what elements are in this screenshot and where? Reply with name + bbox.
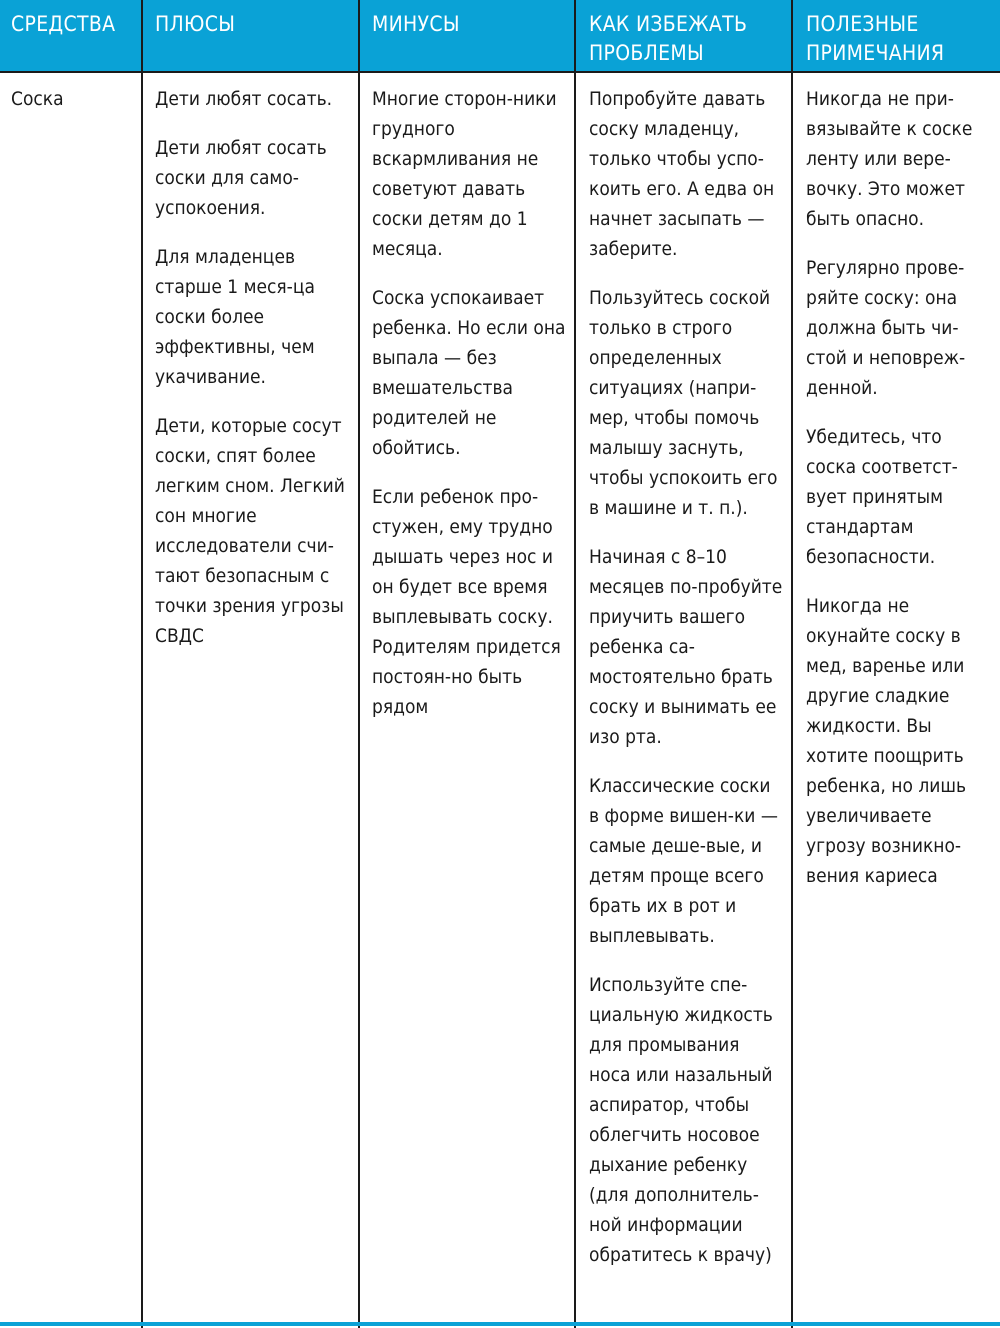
- notes-paragraph: Никогда не окунайте соску в мед, варенье или другие сладкие жидкости. Вы хотите поощрить ребенка, но лишь увеличиваете угрозу возникно-вения кариеса: [806, 595, 967, 887]
- header-cons: МИНУСЫ: [372, 12, 460, 36]
- avoid-paragraph: Попробуйте давать соску младенцу, только чтобы успо-коить его. А едва он начнет засыпать — заберите.: [589, 88, 775, 260]
- header-avoid-line2: ПРОБЛЕМЫ: [589, 41, 704, 65]
- cell-pros: [155, 84, 350, 670]
- notes-paragraph: Регулярно прове-ряйте соску: она должна быть чи-стой и неповреж-денной.: [806, 257, 966, 399]
- header-notes: [806, 10, 944, 68]
- table-header: [0, 0, 1000, 73]
- pros-paragraph: Дети любят сосать.: [155, 88, 333, 110]
- cell-notes: [806, 84, 996, 910]
- cell-cons: [372, 84, 567, 741]
- header-pros: ПЛЮСЫ: [155, 12, 236, 36]
- column-divider: [358, 0, 360, 1328]
- bottom-rule: [0, 1322, 1000, 1326]
- column-divider: [791, 0, 793, 1328]
- avoid-paragraph: Пользуйтесь соской только в строго определенных ситуациях (напри-мер, чтобы помочь малышу заснуть, чтобы успокоить его в машине и т. п.).: [589, 287, 778, 519]
- header-avoid-line1: КАК ИЗБЕЖАТЬ: [589, 12, 748, 36]
- header-remedy: СРЕДСТВА: [11, 12, 116, 36]
- header-notes-line2: ПРИМЕЧАНИЯ: [806, 41, 945, 65]
- pros-paragraph: Для младенцев старше 1 меся-ца соски более эффективны, чем укачивание.: [155, 246, 315, 388]
- pros-paragraph: Дети любят сосать соски для само-успокоения.: [155, 137, 327, 219]
- pros-paragraph: Дети, которые сосут соски, спят более легким сном. Легкий сон многие исследователи счи-тают безопасным с точки зрения угрозы СВДС: [155, 415, 345, 647]
- header-avoid: [589, 10, 747, 68]
- remedy-name: Соска: [11, 88, 64, 110]
- avoid-paragraph: Используйте спе-циальную жидкость для промывания носа или назальный аспиратор, чтобы облегчить носовое дыхание ребенку (для дополнитель-ной информации обратитесь к врачу): [589, 974, 773, 1266]
- notes-paragraph: Убедитесь, что соска соответст-вует принятым стандартам безопасности.: [806, 426, 958, 568]
- column-divider: [141, 0, 143, 1328]
- notes-paragraph: Никогда не при-вязывайте к соске ленту или вере-вочку. Это может быть опасно.: [806, 88, 973, 230]
- avoid-paragraph: Классические соски в форме вишен-ки — самые деше-вые, и детям проще всего брать их в рот и выплевывать.: [589, 775, 778, 947]
- cons-paragraph: Соска успокаивает ребенка. Но если она выпала — без вмешательства родителей не обойтись.: [372, 287, 566, 459]
- cons-paragraph: Многие сторон-ники грудного вскармливания не советуют давать соски детям до 1 месяца.: [372, 88, 557, 260]
- cons-paragraph: Если ребенок про-стужен, ему трудно дышать через нос и он будет все время выплевывать соску. Родителям придется постоян-но быть рядом: [372, 486, 561, 718]
- header-notes-line1: ПОЛЕЗНЫЕ: [806, 12, 919, 36]
- cell-remedy: [11, 84, 136, 133]
- cell-avoid: [589, 84, 784, 1289]
- avoid-paragraph: Начиная с 8–10 месяцев по-пробуйте приучить вашего ребенка са-мостоятельно брать соску и вынимать ее изо рта.: [589, 546, 783, 748]
- column-divider: [574, 0, 576, 1328]
